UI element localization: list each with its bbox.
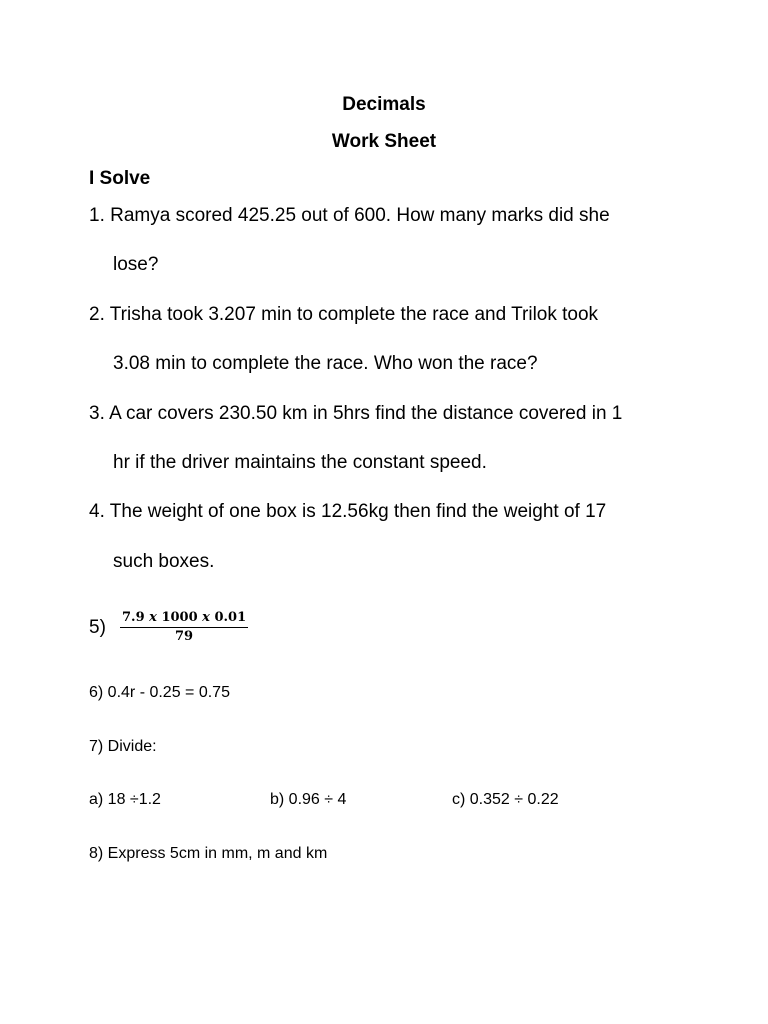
question-6: 6) 0.4r - 0.25 = 0.75 — [89, 684, 230, 701]
question-1-line-1: 1. Ramya scored 425.25 out of 600. How many marks did she — [89, 205, 610, 226]
question-5-label: 5) — [89, 617, 106, 638]
numerator-term-a: 7.9 — [122, 610, 145, 625]
page-title: Decimals — [342, 94, 426, 115]
question-3-line-1: 3. A car covers 230.50 km in 5hrs find the distance covered in 1 — [89, 403, 623, 424]
question-4-line-1: 4. The weight of one box is 12.56kg then find the weight of 17 — [89, 501, 607, 522]
section-heading: I Solve — [89, 168, 151, 189]
question-2-line-2: 3.08 min to complete the race. Who won the race? — [113, 353, 538, 374]
fraction-numerator — [120, 610, 248, 628]
question-8: 8) Express 5cm in mm, m and km — [89, 845, 328, 862]
question-7-part-a: a) 18 ÷1.2 — [89, 791, 161, 808]
question-7-label: 7) Divide: — [89, 738, 157, 755]
numerator-term-c: 0.01 — [214, 610, 247, 625]
question-1-line-2: lose? — [113, 254, 159, 275]
fraction-denominator: 79 — [175, 629, 194, 644]
question-5-fraction — [120, 610, 248, 644]
numerator-term-b: 1000 — [161, 610, 198, 625]
multiply-sign: x — [149, 610, 157, 625]
question-4-line-2: such boxes. — [113, 551, 215, 572]
page-subtitle: Work Sheet — [331, 131, 437, 152]
question-7-part-c: c) 0.352 ÷ 0.22 — [452, 791, 559, 808]
multiply-sign: x — [202, 610, 210, 625]
question-3-line-2: hr if the driver maintains the constant speed. — [113, 452, 487, 473]
question-2-line-1: 2. Trisha took 3.207 min to complete the race and Trilok took — [89, 304, 599, 325]
question-7-part-b: b) 0.96 ÷ 4 — [270, 791, 347, 808]
